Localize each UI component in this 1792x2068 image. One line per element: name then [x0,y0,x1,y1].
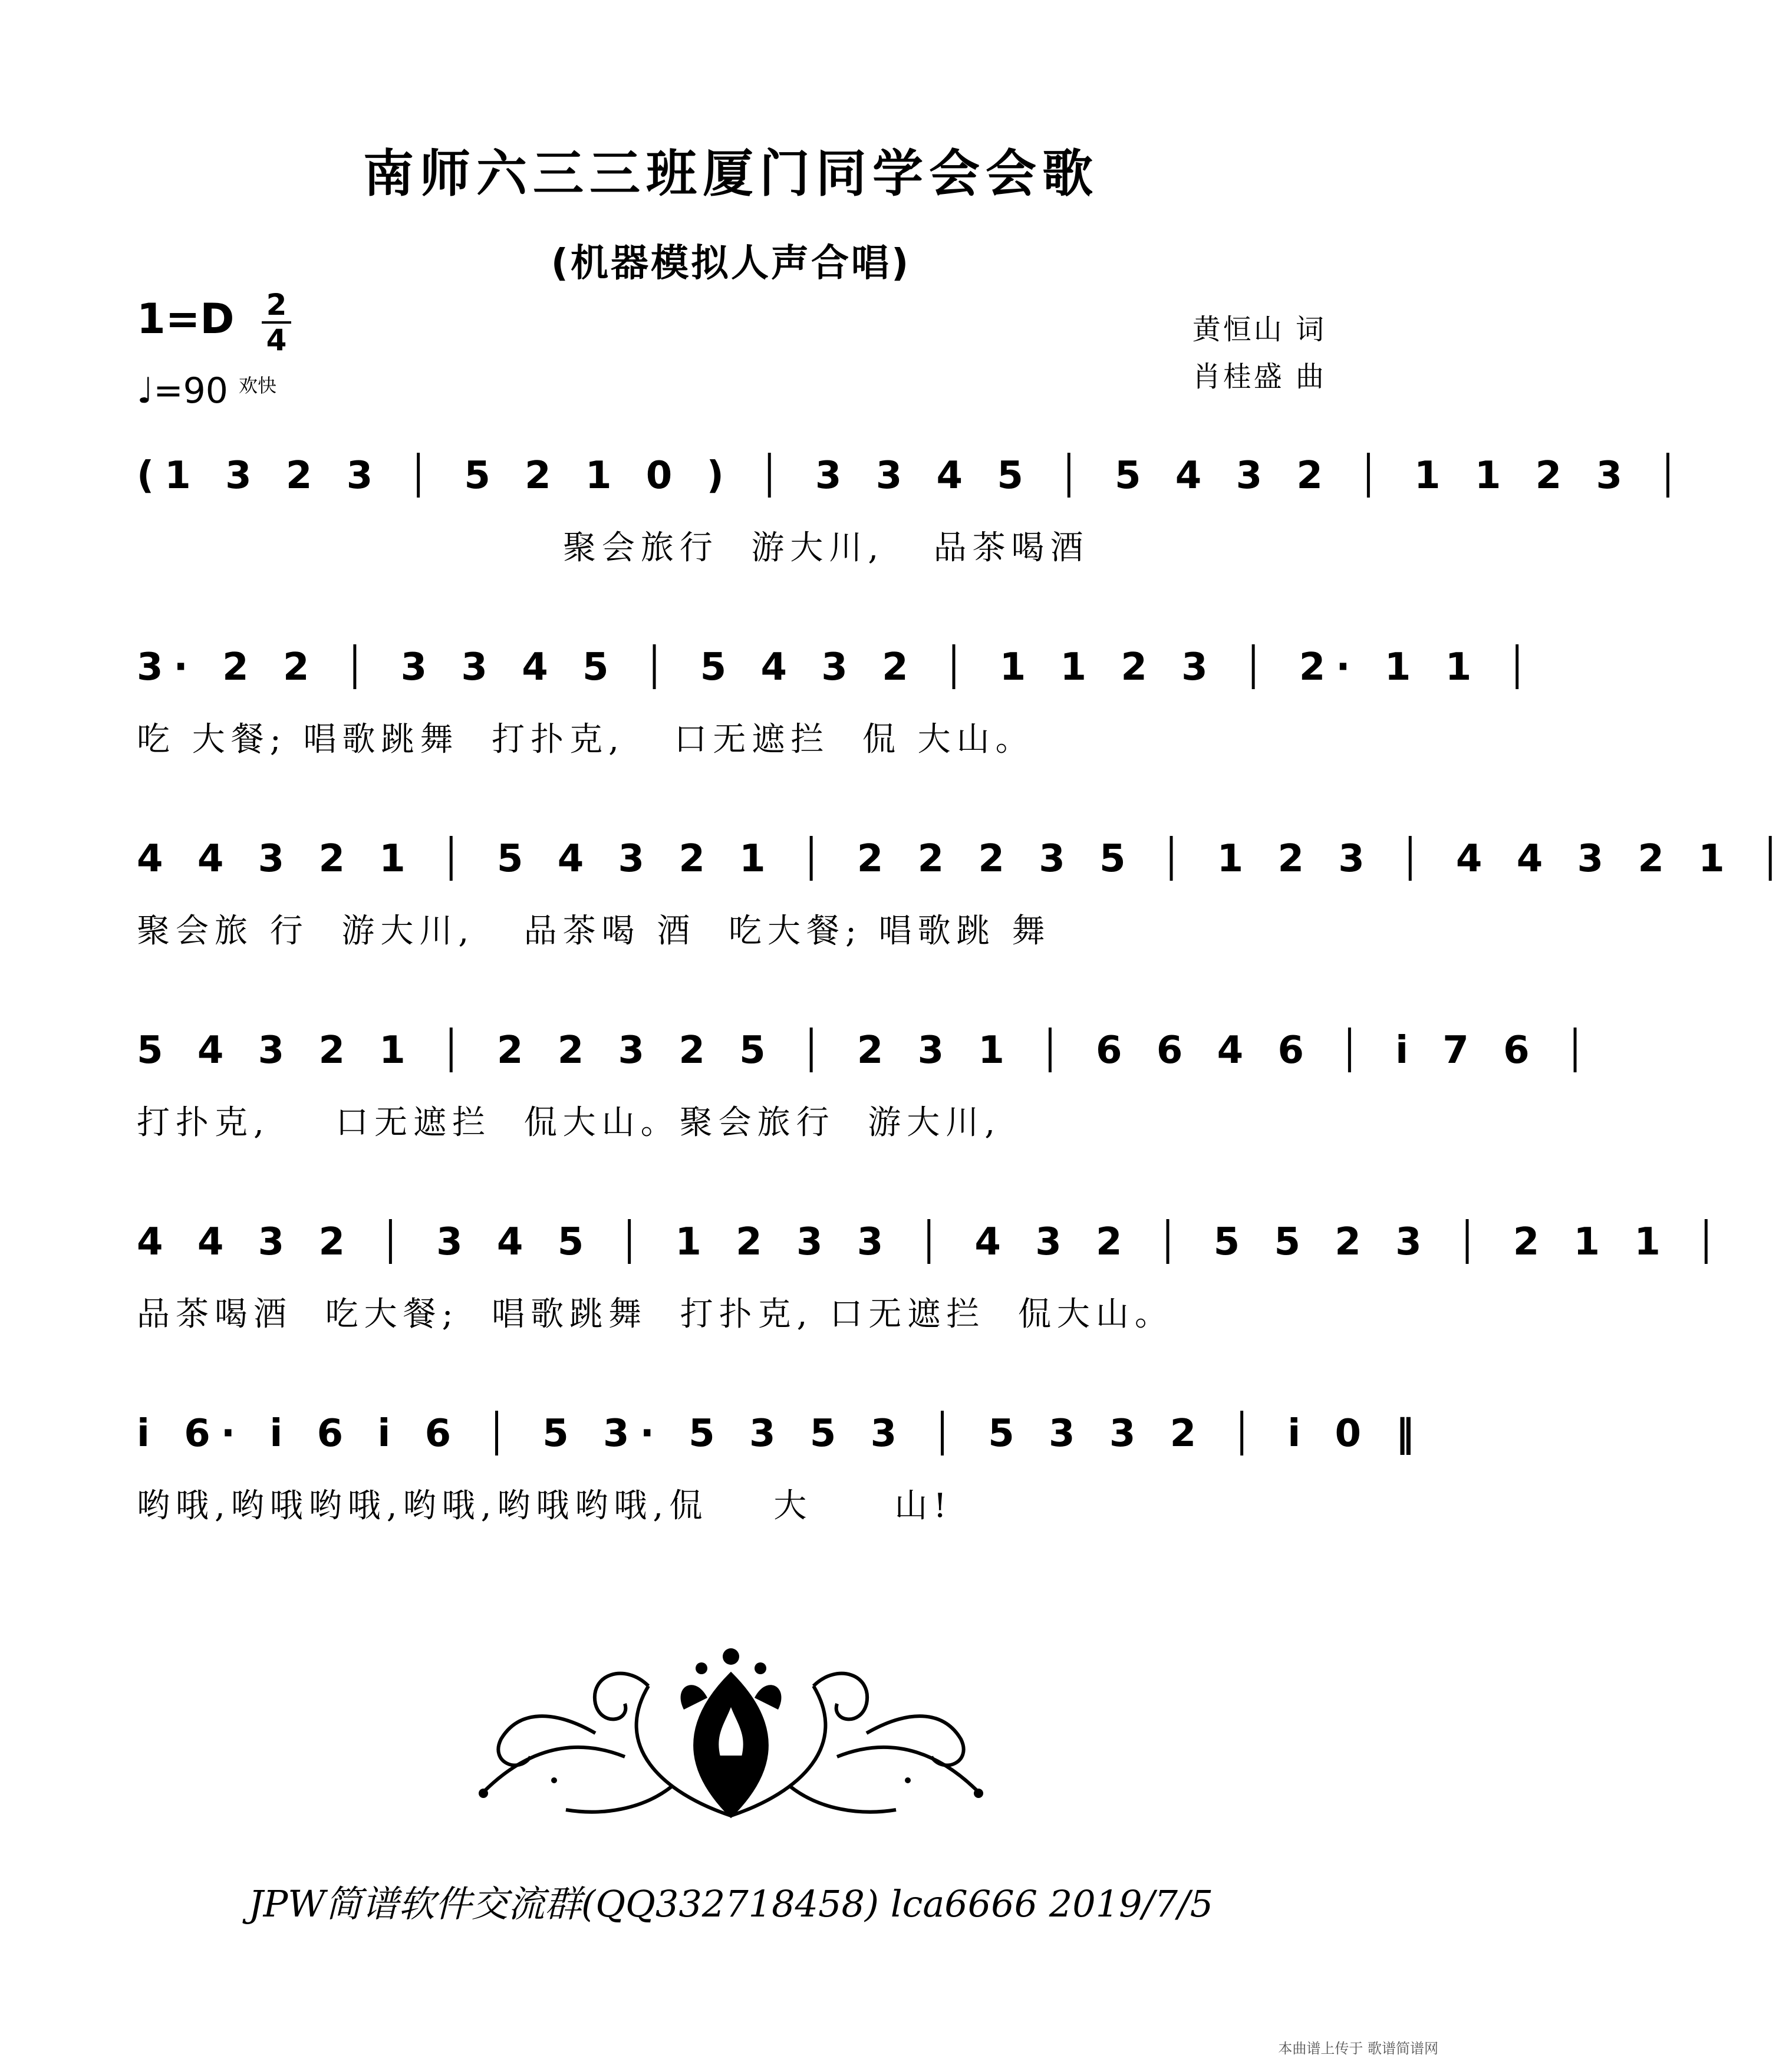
key-signature: 1=D [137,295,235,343]
composer-credit: 肖桂盛 曲 [1192,360,1326,393]
song-subtitle: (机器模拟人声合唱) [551,242,911,285]
lyric-line: 哟哦,哟哦哟哦,哟哦,哟哦哟哦,侃 大 山! [137,1487,953,1525]
notation-line: 4 4 3 2 1 │ 5 4 3 2 1 │ 2 2 2 3 5 │ 1 2 3 │ 4 4 3 2 1 │ [137,837,1792,881]
tempo-term: 欢快 [238,374,276,397]
notation-line: 3· 2 2 │ 3 3 4 5 │ 5 4 3 2 │ 1 1 2 3 │ 2· 1 1 │ [137,646,1540,689]
decorative-ornament-icon [448,1639,1014,1827]
lyric-line: 品茶喝酒 吃大餐; 唱歌跳舞 打扑克, 口无遮拦 侃大山。 [137,1295,1174,1333]
song-title: 南师六三三班厦门同学会会歌 [363,144,1099,203]
lyric-line: 聚会旅 行 游大川, 品茶喝 酒 吃大餐; 唱歌跳 舞 [137,912,1051,950]
quarter-note-icon: ♩ [137,370,154,411]
lyric-line: 聚会旅行 游大川, 品茶喝酒 [137,529,1089,567]
time-signature-bottom: 4 [266,323,287,357]
time-signature [262,290,291,355]
lyricist-credit: 黄恒山 词 [1192,313,1326,346]
time-signature-top: 2 [266,288,287,322]
notation-line: 5 4 3 2 1 │ 2 2 3 2 5 │ 2 3 1 │ 6 6 4 6 │ i 7 6 │ [137,1029,1597,1072]
notation-line: i 6· i 6 i 6 │ 5 3· 5 3 5 3 │ 5 3 3 2 │ i 0 ‖ [137,1412,1425,1455]
tempo-value: =90 [153,370,228,411]
notation-line: 4 4 3 2 │ 3 4 5 │ 1 2 3 3 │ 4 3 2 │ 5 5 2 3 │ 2 1 1 │ [137,1220,1728,1264]
notation-line: (1 3 2 3 │ 5 2 1 0 ) │ 3 3 4 5 │ 5 4 3 2 │ 1 1 2 3 │ [137,454,1690,498]
lyric-line: 吃 大餐; 唱歌跳舞 打扑克, 口无遮拦 侃 大山。 [137,720,1035,759]
watermark-text: 本曲谱上传于 歌谱简谱网 [1278,2040,1438,2057]
lyric-line: 打扑克, 口无遮拦 侃大山。聚会旅行 游大川, [137,1104,1002,1142]
tempo-marking [137,370,276,411]
footer-text: JPW简谱软件交流群(QQ332718458) lca6666 2019/7/5 [248,1882,1214,1925]
